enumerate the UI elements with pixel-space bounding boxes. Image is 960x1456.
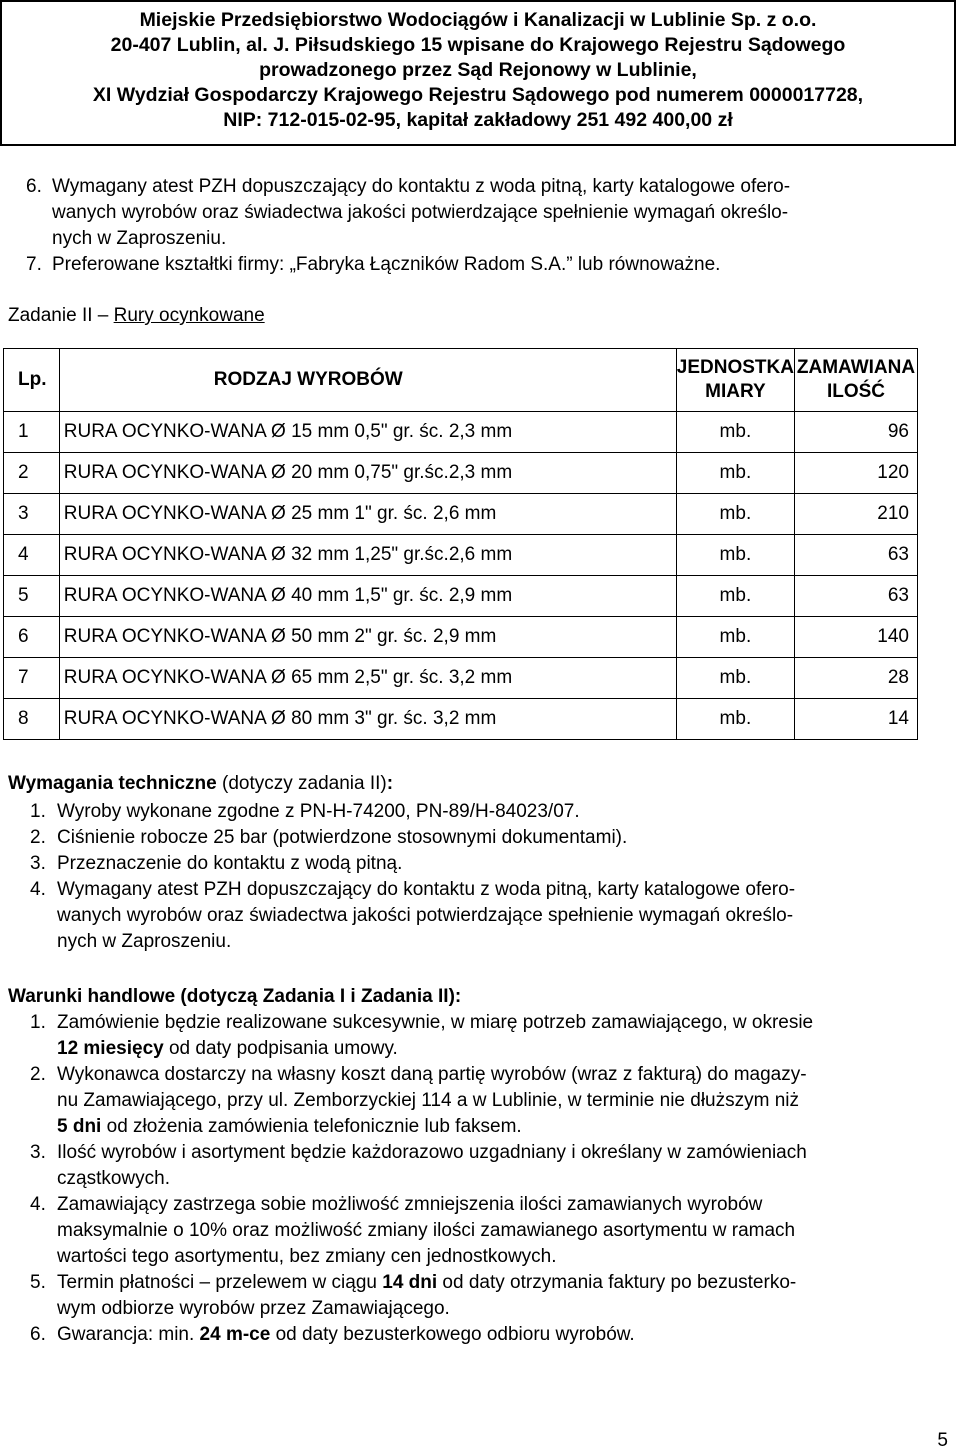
list-item-text: Preferowane kształtki firmy: „Fabryka Łączników Radom S.A.” lub równoważne. [52,254,721,275]
section-heading-title: Rury ocynkowane [113,305,265,326]
bold-text: 24 m-ce [199,1324,271,1345]
header-name: RODZAJ WYROBÓW [59,349,676,412]
text: od daty podpisania umowy. [163,1038,398,1059]
list-item-text: wanych wyrobów oraz świadectwa jakości potwierdzające spełnienie wymagań określo- [52,202,789,223]
table-row [4,412,918,453]
bold-text: 5 dni [57,1116,102,1137]
text: Gwarancja: min. [57,1324,200,1345]
list-item-text: Ilość wyrobów i asortyment będzie każdorazowo uzgadniany i określany w zamówieniach [57,1142,807,1163]
list-number: 3. [30,1142,46,1163]
list-item-text [57,1323,635,1347]
list-number: 6. [30,1324,46,1345]
cell-lp: 3 [4,494,60,535]
list-number: 7. [26,254,42,275]
list-item-text: wym odbiorze wyrobów przez Zamawiającego. [57,1298,450,1319]
cell-name: RURA OCYNKO-WANA Ø 20 mm 0,75" gr.śc.2,3 mm [59,453,676,494]
list-item-text [57,1037,398,1061]
table-row [4,617,918,658]
table-row [4,535,918,576]
header-qty [794,349,917,412]
list-item-text: nych w Zaproszeniu. [57,931,232,952]
list-item-text: Wykonawca dostarczy na własny koszt daną partię wyrobów (wraz z fakturą) do magazy- [57,1064,807,1085]
list-number: 4. [30,879,46,900]
text: od daty bezusterkowego odbioru wyrobów. [270,1324,635,1345]
header-unit-line2: MIARY [705,381,766,402]
cell-unit: mb. [676,535,794,576]
cell-lp: 1 [4,412,60,453]
table-header-row [4,349,918,412]
cell-unit: mb. [676,494,794,535]
cell-name: RURA OCYNKO-WANA Ø 50 mm 2" gr. śc. 2,9 mm [59,617,676,658]
list-item-text: Ciśnienie robocze 25 bar (potwierdzone stosownymi dokumentami). [57,827,628,848]
header-line: NIP: 712-015-02-95, kapitał zakładowy 251 492 400,00 zł [223,109,733,131]
list-number: 6. [26,176,42,197]
list-item-text: cząstkowych. [57,1168,170,1189]
list-item-text: Wymagany atest PZH dopuszczający do kontaktu z woda pitną, karty katalogowe ofero- [57,879,796,900]
header-qty-line2: ILOŚĆ [826,381,886,402]
bold-text: 12 miesięcy [57,1038,164,1059]
section-heading [8,304,265,328]
cell-lp: 7 [4,658,60,699]
tech-heading-bold: Wymagania techniczne [8,773,217,794]
text: Termin płatności – przelewem w ciągu [57,1272,383,1293]
cell-qty: 63 [794,535,917,576]
table-row [4,453,918,494]
cell-name: RURA OCYNKO-WANA Ø 40 mm 1,5" gr. śc. 2,9 mm [59,576,676,617]
cell-lp: 6 [4,617,60,658]
header-lp: Lp. [4,349,60,412]
list-number: 5. [30,1272,46,1293]
cell-qty: 120 [794,453,917,494]
list-number: 4. [30,1194,46,1215]
cell-lp: 8 [4,699,60,740]
header-line: Miejskie Przedsiębiorstwo Wodociągów i Kanalizacji w Lublinie Sp. z o.o. [139,9,817,31]
table-row [4,658,918,699]
cell-name: RURA OCYNKO-WANA Ø 25 mm 1" gr. śc. 2,6 mm [59,494,676,535]
cell-unit: mb. [676,658,794,699]
cell-qty: 210 [794,494,917,535]
list-item-text: Wymagany atest PZH dopuszczający do kontaktu z woda pitną, karty katalogowe ofero- [52,176,791,197]
trade-heading: Warunki handlowe (dotyczą Zadania I i Zadania II): [8,986,462,1007]
cell-qty: 63 [794,576,917,617]
cell-name: RURA OCYNKO-WANA Ø 80 mm 3" gr. śc. 3,2 mm [59,699,676,740]
cell-unit: mb. [676,412,794,453]
company-header [0,0,956,146]
list-item-text: Wyroby wykonane zgodne z PN-H-74200, PN-89/H-84023/07. [57,801,580,822]
table-row [4,576,918,617]
list-number: 2. [30,827,46,848]
cell-qty: 96 [794,412,917,453]
list-item-text: Przeznaczenie do kontaktu z wodą pitną. [57,853,403,874]
bold-text: 14 dni [382,1272,438,1293]
header-unit [676,349,794,412]
header-line: prowadzonego przez Sąd Rejonowy w Lublinie, [259,59,697,81]
list-item-text: Zamawiający zastrzega sobie możliwość zmniejszenia ilości zamawianych wyrobów [57,1194,763,1215]
cell-unit: mb. [676,699,794,740]
table-row [4,494,918,535]
text: od złożenia zamówienia telefonicznie lub faksem. [101,1116,522,1137]
list-item-text: maksymalnie o 10% oraz możliwość zmiany ilości zamawianego asortymentu w ramach [57,1220,796,1241]
list-number: 2. [30,1064,46,1085]
cell-qty: 140 [794,617,917,658]
cell-name: RURA OCYNKO-WANA Ø 65 mm 2,5" gr. śc. 3,2 mm [59,658,676,699]
cell-unit: mb. [676,576,794,617]
header-unit-line1: JEDNOSTKA [676,357,794,378]
cell-unit: mb. [676,617,794,658]
table-row [4,699,918,740]
tech-heading-rest: (dotyczy zadania II) [216,773,387,794]
header-line: 20-407 Lublin, al. J. Piłsudskiego 15 wpisane do Krajowego Rejestru Sądowego [110,34,846,56]
text: od daty otrzymania faktury po bezusterko- [437,1272,797,1293]
cell-lp: 4 [4,535,60,576]
cell-qty: 14 [794,699,917,740]
list-number: 3. [30,853,46,874]
cell-lp: 2 [4,453,60,494]
header-qty-line1: ZAMAWIANA [796,357,916,378]
tech-heading [8,772,393,796]
cell-name: RURA OCYNKO-WANA Ø 32 mm 1,25" gr.śc.2,6 mm [59,535,676,576]
list-item-text [57,1271,796,1295]
list-item-text: wartości tego asortymentu, bez zmiany cen jednostkowych. [57,1246,557,1267]
products-table [3,348,918,740]
header-line: XI Wydział Gospodarczy Krajowego Rejestru Sądowego pod numerem 0000017728, [92,84,864,106]
list-item-text [57,1115,522,1139]
list-number: 1. [30,1012,46,1033]
list-number: 1. [30,801,46,822]
cell-name: RURA OCYNKO-WANA Ø 15 mm 0,5" gr. śc. 2,3 mm [59,412,676,453]
page-number: 5 [937,1430,948,1451]
list-item-text: nych w Zaproszeniu. [52,228,227,249]
list-item-text: Zamówienie będzie realizowane sukcesywnie, w miarę potrzeb zamawiającego, w okresie [57,1012,814,1033]
tech-heading-colon: : [386,773,394,794]
list-item-text: wanych wyrobów oraz świadectwa jakości potwierdzające spełnienie wymagań określo- [57,905,794,926]
cell-unit: mb. [676,453,794,494]
list-item-text: nu Zamawiającego, przy ul. Zemborzyckiej 114 a w Lublinie, w terminie nie dłuższym niż [57,1090,800,1111]
cell-qty: 28 [794,658,917,699]
cell-lp: 5 [4,576,60,617]
section-heading-prefix: Zadanie II – [8,305,114,326]
